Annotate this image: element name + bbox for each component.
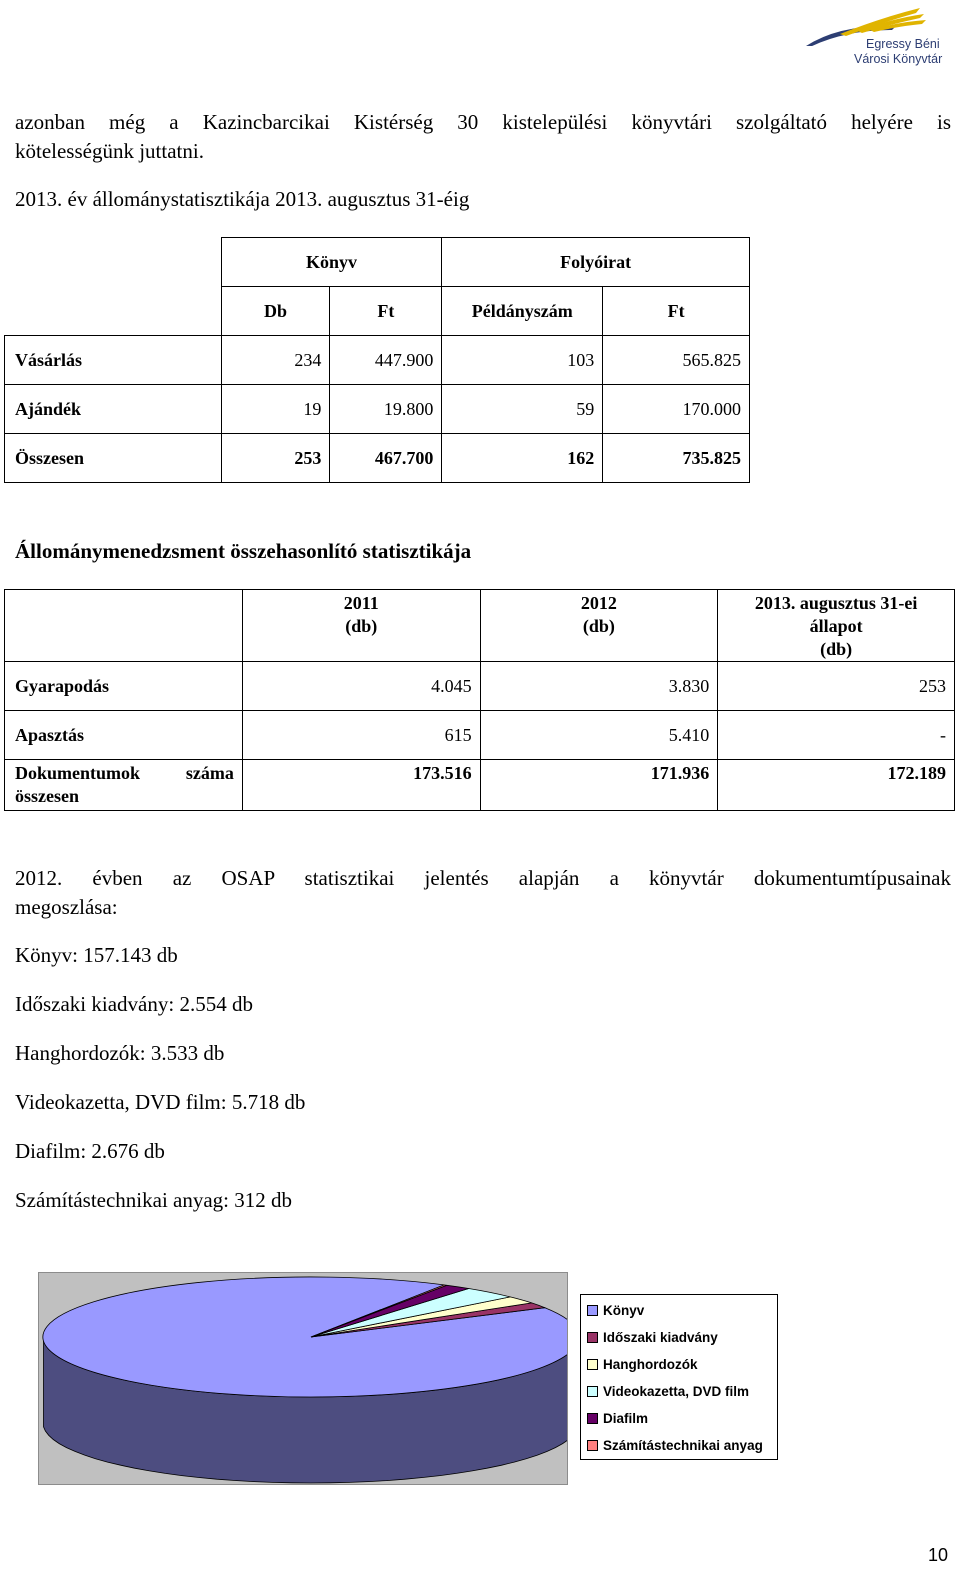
logo-text-line1: Egressy Béni xyxy=(866,37,940,51)
list-item: Időszaki kiadvány: 2.554 db xyxy=(15,992,253,1016)
legend-label: Számítástechnikai anyag xyxy=(603,1438,763,1453)
cell-ft: 447.900 xyxy=(330,336,442,385)
list-item: Diafilm: 2.676 db xyxy=(15,1139,165,1163)
intro-line2: kötelességünk juttatni. xyxy=(15,139,204,163)
col-2012-unit: (db) xyxy=(582,616,615,636)
list-item: Hanghordozók: 3.533 db xyxy=(15,1041,225,1065)
cell-2013: - xyxy=(718,711,955,760)
table-row xyxy=(5,711,955,760)
cell-ft2: 735.825 xyxy=(603,434,750,483)
legend-item xyxy=(587,1303,644,1321)
stock-statistics-table xyxy=(4,237,750,483)
cell-2013: 172.189 xyxy=(718,760,955,811)
col-2012 xyxy=(480,590,718,662)
section1-title: 2013. év állománystatisztikája 2013. augusztus 31-éig xyxy=(15,187,470,211)
col-2012-year: 2012 xyxy=(580,593,617,613)
col-peldanyszam: Példányszám xyxy=(442,287,603,336)
cell-db: 19 xyxy=(221,385,330,434)
chart-legend xyxy=(580,1294,778,1460)
col-2013-unit: (db) xyxy=(820,639,853,659)
list-item: Könyv: 157.143 db xyxy=(15,943,178,967)
legend-item xyxy=(587,1411,648,1429)
cell-pld: 162 xyxy=(442,434,603,483)
row-label: Vásárlás xyxy=(5,336,222,385)
cell-2013: 253 xyxy=(718,662,955,711)
cell-db: 234 xyxy=(221,336,330,385)
row-label: Összesen xyxy=(5,434,222,483)
library-logo xyxy=(800,6,955,70)
section2-title: Állománymenedzsment összehasonlító statisztikája xyxy=(15,539,472,563)
legend-label: Diafilm xyxy=(603,1411,649,1426)
col-ft-folyoirat: Ft xyxy=(603,287,750,336)
legend-swatch xyxy=(587,1413,598,1424)
legend-label: Videokazetta, DVD film xyxy=(603,1384,750,1399)
cell-ft: 19.800 xyxy=(330,385,442,434)
cell-pld: 103 xyxy=(442,336,603,385)
legend-swatch xyxy=(587,1386,598,1397)
legend-swatch xyxy=(587,1305,598,1316)
row-label xyxy=(5,760,243,811)
legend-item xyxy=(587,1330,718,1348)
cell-ft: 467.700 xyxy=(330,434,442,483)
row-label-part3: összesen xyxy=(15,786,79,806)
row-label: Apasztás xyxy=(5,711,243,760)
cell-ft2: 170.000 xyxy=(603,385,750,434)
cell-2012: 171.936 xyxy=(480,760,718,811)
cell-2011: 615 xyxy=(242,711,480,760)
row-label-part1: Dokumentumok xyxy=(15,763,141,783)
list-item: Számítástechnikai anyag: 312 db xyxy=(15,1188,293,1212)
legend-swatch xyxy=(587,1332,598,1343)
col-2011-unit: (db) xyxy=(345,616,378,636)
col-2013 xyxy=(718,590,955,662)
page-number: 10 xyxy=(928,1545,949,1565)
legend-label: Időszaki kiadvány xyxy=(603,1330,718,1345)
col-group-konyv: Könyv xyxy=(221,238,442,287)
row-label-part2: száma xyxy=(185,763,234,783)
table-header-row xyxy=(5,590,955,662)
logo-text-line2: Városi Könyvtár xyxy=(854,52,943,66)
col-2011 xyxy=(242,590,480,662)
col-2011-year: 2011 xyxy=(343,593,379,613)
list-item: Videokazetta, DVD film: 5.718 db xyxy=(15,1090,306,1114)
cell-2011: 173.516 xyxy=(242,760,480,811)
legend-item xyxy=(587,1357,698,1375)
legend-item xyxy=(587,1438,763,1456)
table-row-total xyxy=(5,760,955,811)
row-label: Ajándék xyxy=(5,385,222,434)
table-header-row xyxy=(5,238,750,287)
col-ft: Ft xyxy=(330,287,442,336)
legend-label: Hanghordozók xyxy=(603,1357,698,1372)
legend-item xyxy=(587,1384,749,1402)
legend-swatch xyxy=(587,1440,598,1451)
table-row xyxy=(5,385,750,434)
cell-2012: 3.830 xyxy=(480,662,718,711)
osap-line1: 2012. évben az OSAP statisztikai jelentés alapján a könyvtár dokumentumtípusainak xyxy=(15,866,951,890)
legend-swatch xyxy=(587,1359,598,1370)
cell-pld: 59 xyxy=(442,385,603,434)
stock-management-table xyxy=(4,589,955,811)
pie-chart-area xyxy=(38,1272,568,1485)
col-group-folyoirat: Folyóirat xyxy=(442,238,750,287)
legend-label: Könyv xyxy=(603,1303,645,1318)
osap-line2: megoszlása: xyxy=(15,895,118,919)
pie-chart xyxy=(39,1273,567,1484)
cell-2012: 5.410 xyxy=(480,711,718,760)
col-2013-line2: állapot xyxy=(809,616,863,636)
col-db: Db xyxy=(221,287,330,336)
cell-db: 253 xyxy=(221,434,330,483)
table-row xyxy=(5,662,955,711)
intro-line1: azonban még a Kazincbarcikai Kistérség 30 kistelepülési könyvtári szolgáltató helyére is xyxy=(15,110,951,134)
table-row xyxy=(5,336,750,385)
table-row-total xyxy=(5,434,750,483)
cell-2011: 4.045 xyxy=(242,662,480,711)
row-label: Gyarapodás xyxy=(5,662,243,711)
col-2013-line1: 2013. augusztus 31-ei xyxy=(754,593,918,613)
cell-ft2: 565.825 xyxy=(603,336,750,385)
